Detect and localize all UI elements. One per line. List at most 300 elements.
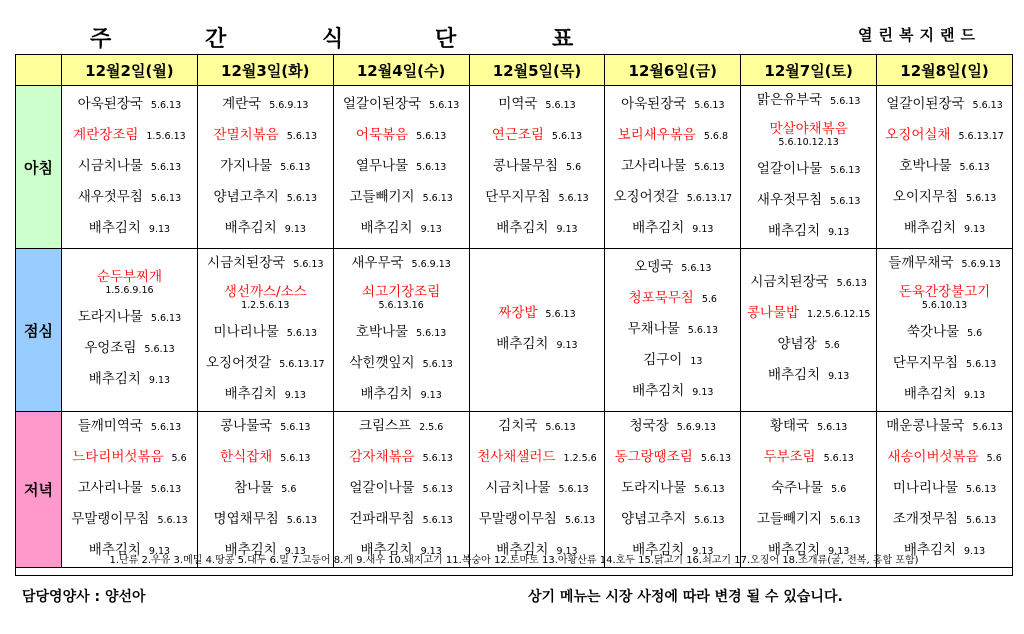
menu-item: [62, 443, 197, 474]
menu-cell: [605, 412, 741, 568]
menu-item: [334, 349, 469, 380]
menu-item: [198, 214, 333, 245]
allergen-codes: 5.6.13: [564, 515, 596, 526]
allergen-codes: 5.6: [281, 484, 297, 495]
dish-name: 시금치나물: [77, 157, 143, 174]
allergen-codes: 5.6: [824, 340, 840, 351]
menu-item: [877, 214, 1012, 245]
allergen-codes: 1.2.5.6: [563, 453, 597, 464]
day-header: 12월6일(금): [605, 55, 741, 86]
menu-item: [198, 474, 333, 505]
dish-name: 돈육간장불고기: [898, 284, 991, 300]
allergen-codes: 5.6.13: [416, 161, 447, 173]
menu-item: [62, 214, 197, 245]
menu-cell: [197, 249, 333, 412]
dish-name: 새우무국: [351, 255, 404, 271]
menu-item: [334, 443, 469, 474]
menu-item: [470, 214, 605, 245]
allergen-codes: 5.6.13: [558, 192, 589, 204]
allergen-codes: 5.6.9.13: [676, 422, 716, 433]
dish-name: 어묵볶음: [355, 126, 409, 143]
dish-name: 미나리나물: [892, 480, 959, 496]
menu-cell: [877, 412, 1013, 568]
menu-cell: [333, 412, 469, 568]
dish-name: 얼갈이나물: [349, 480, 415, 496]
allergen-codes: 5.6.13: [966, 515, 997, 526]
menu-item: [741, 330, 876, 361]
allergen-codes: 5.6.9.13: [269, 99, 309, 111]
menu-item: [877, 90, 1012, 121]
allergen-codes: 5.6.13: [694, 515, 725, 526]
allergen-codes: 5.6.13: [150, 192, 182, 204]
dish-name: 얼갈이된장국: [342, 95, 422, 112]
day-header: 12월7일(토): [741, 55, 877, 86]
allergen-codes: 5.6.13: [422, 192, 453, 204]
dish-name: 도라지나물: [77, 308, 143, 325]
menu-item: [877, 412, 1012, 443]
allergen-codes: 5.6.13: [422, 515, 453, 526]
allergen-codes: 5.6.13.17: [958, 130, 1004, 142]
dish-name: 배추김치: [224, 219, 277, 236]
title-char: 단: [435, 27, 457, 52]
menu-item: [605, 121, 740, 152]
dish-name: 청국장: [629, 418, 669, 434]
dish-name: 배추김치: [360, 386, 413, 402]
dietitian-label: 담당영양사 : 양선아: [22, 589, 146, 605]
menu-item: [605, 183, 740, 214]
dish-name: 배추김치: [88, 370, 141, 387]
allergen-codes: 5.6.13: [966, 192, 997, 204]
menu-cell: [605, 86, 741, 249]
dish-name: 황태국: [769, 418, 810, 434]
menu-cell: [62, 86, 198, 249]
dish-name: 조개젓무침: [892, 511, 959, 527]
menu-item: [62, 505, 197, 536]
menu-item: [741, 443, 876, 474]
allergen-codes: 5.6.13: [422, 453, 453, 464]
menu-item: [605, 214, 740, 245]
menu-item: [741, 505, 876, 536]
dish-name: 오뎅국: [634, 258, 674, 275]
menu-item: [198, 318, 333, 349]
meal-label: 아침: [16, 86, 62, 249]
dish-name: 배추김치: [903, 386, 957, 402]
dish-name: 콩나물국: [220, 418, 273, 434]
allergen-codes: 5.6.13: [144, 343, 175, 355]
dish-name: 명엽채무침: [213, 511, 279, 527]
allergen-codes: 5.6.13: [836, 278, 867, 289]
dish-name: 시금치된장국: [207, 255, 286, 271]
menu-item: [877, 505, 1012, 536]
menu-item: [62, 121, 197, 152]
allergen-codes: 5.6.9.13: [411, 259, 451, 270]
menu-table: [15, 54, 1013, 568]
allergen-codes: 5.6.13: [280, 453, 311, 464]
menu-cell: [877, 86, 1013, 249]
allergen-codes: 5.6.13: [694, 161, 725, 173]
dish-name: 배추김치: [360, 542, 413, 558]
header-row: [16, 55, 1013, 86]
allergen-codes: 9.13: [692, 386, 714, 398]
allergen-codes: 9.13: [692, 546, 714, 557]
allergen-codes: 5.6: [831, 484, 847, 495]
dish-name: 배추김치: [767, 367, 821, 383]
menu-item: [62, 90, 197, 121]
dish-name: 계란국: [222, 95, 262, 112]
allergen-codes: 9.13: [148, 374, 171, 386]
allergen-codes: 5.6.13: [280, 161, 311, 173]
dish-name: 미역국: [498, 95, 538, 112]
allergen-codes: 5.6.13: [966, 484, 997, 495]
menu-item: [741, 361, 876, 392]
menu-item: [741, 217, 876, 248]
dish-name: 매운콩나물국: [886, 418, 965, 434]
menu-item: [334, 505, 469, 536]
menu-item: [62, 152, 197, 183]
allergen-codes: 5.6.13: [157, 515, 188, 526]
allergen-codes: 5.6.9.13: [961, 259, 1001, 270]
menu-item: [334, 380, 469, 411]
menu-cell: [197, 412, 333, 568]
dish-name: 동그랑땡조림: [614, 449, 693, 465]
menu-item: [605, 315, 740, 346]
menu-item: [334, 412, 469, 443]
title-char: 주: [90, 27, 112, 52]
menu-item: [605, 412, 740, 443]
dish-name: 생선까스/소스: [223, 284, 307, 300]
allergen-codes: 5.6.13: [286, 130, 317, 142]
menu-item: [334, 183, 469, 214]
allergen-legend: 1.난류 2.우유 3.메밀 4.땅콩 5.대두 6.밀 7.고등어 8.게 9.새우 10.돼지고기 11.복숭아 12.토마토 13.아황산류 14.호두 15.닭고기 16.쇠고기 17.오징어 18.조개류(굴, 전복, 홍합 포함): [15, 546, 1013, 576]
menu-item: [62, 303, 197, 334]
dish-name: 배추김치: [496, 336, 549, 352]
menu-item: [62, 265, 197, 303]
allergen-codes: 5.6.13: [545, 309, 576, 320]
menu-item: [877, 249, 1012, 280]
menu-cell: [741, 86, 877, 249]
dish-name: 새우젓무침: [756, 192, 823, 208]
menu-item: [334, 152, 469, 183]
menu-item: [877, 349, 1012, 380]
dish-name: 연근조림: [491, 126, 544, 143]
allergen-codes: 5.6.13: [150, 161, 182, 173]
dish-name: 배추김치: [360, 219, 413, 236]
day-header: 12월4일(수): [333, 55, 469, 86]
menu-item: [877, 121, 1012, 152]
dish-name: 시금치나물: [485, 480, 551, 496]
menu-cell: [62, 412, 198, 568]
menu-cell: [333, 86, 469, 249]
menu-item: [470, 90, 605, 121]
dish-name: 얼갈이된장국: [886, 95, 965, 112]
dish-name: 오징어젓갈: [613, 188, 679, 205]
dish-name: 배추김치: [632, 382, 685, 399]
allergen-codes: 9.13: [420, 546, 442, 557]
title-char: 표: [552, 27, 574, 52]
dish-name: 양념고추지: [621, 511, 687, 527]
menu-item: [198, 412, 333, 443]
dish-name: 배추김치: [224, 542, 277, 558]
menu-item: [62, 334, 197, 365]
title-char: 간: [205, 27, 227, 52]
menu-cell: [605, 249, 741, 412]
menu-item: [605, 505, 740, 536]
allergen-codes: 5.6.8: [703, 130, 729, 142]
allergen-codes: 9.13: [284, 390, 306, 401]
dish-name: 배추김치: [496, 219, 549, 236]
menu-item: [198, 349, 333, 380]
dish-name: 잔멸치볶음: [213, 126, 279, 143]
dish-name: 배추김치: [903, 219, 957, 236]
dish-name: 오징어실채: [885, 126, 951, 143]
allergen-codes: 2.5.6: [419, 422, 444, 433]
allergen-codes: 1.2.5.6.12.15: [807, 309, 871, 320]
menu-item: [62, 183, 197, 214]
allergen-codes: 1.2.5.6.13: [241, 300, 290, 311]
menu-item: [605, 152, 740, 183]
meal-label: 저녁: [16, 412, 62, 568]
dish-name: 짜장밥: [498, 305, 538, 321]
dish-name: 느타리버섯볶음: [72, 449, 164, 465]
dish-name: 보리새우볶음: [617, 126, 696, 143]
allergen-codes: 5.6.13: [286, 192, 317, 204]
menu-item: [741, 117, 876, 155]
dish-name: 계란장조림: [73, 126, 139, 143]
allergen-codes: 5.6.13: [150, 484, 182, 495]
allergen-codes: 1.5.6.9.16: [105, 284, 154, 296]
meal-row: [16, 86, 1013, 249]
menu-item: [62, 412, 197, 443]
menu-item: [198, 443, 333, 474]
allergen-codes: 9.13: [828, 546, 850, 557]
menu-item: [334, 214, 469, 245]
allergen-codes: 5.6.13: [966, 359, 997, 370]
allergen-codes: 5.6.13: [293, 259, 324, 270]
dish-name: 배추김치: [224, 386, 277, 402]
allergen-codes: 5.6.13: [681, 262, 712, 274]
menu-item: [605, 284, 740, 315]
allergen-codes: 9.13: [964, 390, 986, 401]
organization-name: 열린복지랜드: [858, 26, 981, 44]
meal-label: 점심: [16, 249, 62, 412]
corner-cell: [16, 55, 62, 86]
dish-name: 아욱된장국: [77, 95, 143, 112]
menu-item: [741, 186, 876, 217]
allergen-codes: 9.13: [828, 371, 850, 382]
menu-item: [877, 474, 1012, 505]
menu-item: [605, 346, 740, 377]
menu-change-notice: 상기 메뉴는 시장 사정에 따라 변경 될 수 있습니다.: [528, 589, 843, 605]
allergen-codes: 5.6.13: [150, 99, 182, 111]
menu-item: [741, 474, 876, 505]
menu-item: [470, 152, 605, 183]
menu-item: [198, 249, 333, 280]
menu-item: [198, 280, 333, 318]
day-header: 12월2일(월): [62, 55, 198, 86]
allergen-codes: 5.6.13: [830, 196, 861, 207]
dish-name: 얼갈이나물: [756, 161, 823, 177]
allergen-codes: 5.6.13: [823, 453, 854, 464]
menu-item: [198, 505, 333, 536]
menu-item: [470, 474, 605, 505]
dish-name: 배추김치: [88, 219, 141, 236]
title-char: 식: [322, 27, 344, 52]
dish-name: 고들빼기지: [756, 511, 823, 527]
allergen-codes: 5.6.13: [422, 484, 453, 495]
menu-item: [334, 474, 469, 505]
dish-name: 맑은유부국: [756, 92, 823, 108]
menu-cell: [62, 249, 198, 412]
dish-name: 무말랭이무침: [478, 511, 557, 527]
menu-item: [62, 474, 197, 505]
allergen-codes: 5.6.13.17: [686, 192, 733, 204]
dish-name: 도라지나물: [621, 480, 687, 496]
allergen-codes: 13: [690, 355, 703, 367]
menu-item: [198, 380, 333, 411]
dish-name: 참나물: [234, 480, 274, 496]
dish-name: 순두부찌개: [96, 268, 163, 285]
allergen-codes: 5.6.13: [429, 99, 460, 111]
dish-name: 새송이버섯볶음: [887, 449, 979, 465]
allergen-codes: 9.13: [148, 223, 171, 235]
dish-name: 양념고추지: [213, 188, 279, 205]
allergen-codes: 5.6.13: [830, 165, 861, 176]
dish-name: 호박나물: [355, 324, 409, 340]
dish-name: 고사리나물: [621, 157, 687, 174]
menu-item: [470, 505, 605, 536]
dish-name: 건파래무침: [349, 511, 415, 527]
allergen-codes: 5.6.13: [687, 324, 718, 336]
allergen-codes: 9.13: [556, 223, 578, 235]
allergen-codes: 5.6.13.16: [378, 300, 424, 311]
dish-name: 숙주나물: [771, 480, 824, 496]
dish-name: 배추김치: [767, 223, 821, 239]
allergen-codes: 5.6: [171, 453, 187, 464]
dish-name: 호박나물: [899, 157, 952, 174]
dish-name: 삭힌깻잎지: [349, 355, 415, 371]
allergen-codes: 5.6.13: [150, 422, 182, 433]
dish-name: 쇠고기장조림: [361, 284, 441, 300]
allergen-codes: 9.13: [420, 390, 442, 401]
menu-item: [877, 380, 1012, 411]
dish-name: 쑥갓나물: [906, 324, 960, 340]
allergen-codes: 5.6.13: [694, 484, 725, 495]
menu-item: [470, 299, 605, 330]
day-header: 12월5일(목): [469, 55, 605, 86]
dish-name: 감자채볶음: [349, 449, 415, 465]
menu-item: [334, 249, 469, 280]
dish-name: 천사채샐러드: [477, 449, 556, 465]
menu-item: [741, 299, 876, 330]
dish-name: 콩나물밥: [746, 305, 799, 321]
menu-item: [470, 121, 605, 152]
menu-item: [470, 183, 605, 214]
dish-name: 단무지무침: [892, 355, 959, 371]
menu-item: [877, 152, 1012, 183]
allergen-codes: 5.6.13: [694, 99, 725, 111]
allergen-codes: 5.6.13: [551, 130, 583, 142]
menu-item: [877, 183, 1012, 214]
dish-name: 오징어젓갈: [205, 355, 272, 371]
allergen-codes: 5.6.13: [545, 422, 576, 433]
allergen-codes: 5.6.13: [286, 515, 317, 526]
allergen-codes: 5.6.13: [817, 422, 848, 433]
allergen-codes: 5.6.13: [416, 328, 447, 339]
allergen-codes: 5.6.13: [280, 422, 311, 433]
menu-cell: [197, 86, 333, 249]
dish-name: 한식잡채: [220, 449, 273, 465]
allergen-codes: 5.6.13: [972, 99, 1003, 111]
menu-cell: [333, 249, 469, 412]
menu-item: [470, 330, 605, 361]
allergen-codes: 5.6: [566, 161, 582, 173]
menu-item: [334, 90, 469, 121]
allergen-codes: 9.13: [284, 546, 306, 557]
allergen-codes: 5.6.10.12.13: [778, 137, 839, 148]
menu-item: [741, 86, 876, 117]
allergen-codes: 9.13: [964, 223, 986, 235]
dish-name: 무말랭이무침: [71, 511, 150, 527]
allergen-codes: 9.13: [828, 227, 850, 238]
allergen-codes: 9.13: [148, 546, 171, 557]
allergen-codes: 5.6: [701, 293, 717, 305]
menu-item: [605, 253, 740, 284]
dish-name: 양념장: [777, 336, 817, 352]
meal-row: [16, 412, 1013, 568]
allergen-codes: 5.6.13.17: [279, 359, 325, 370]
dish-name: 배추김치: [632, 219, 685, 236]
menu-item: [877, 443, 1012, 474]
page-title: [0, 22, 700, 52]
dish-name: 우엉조림: [84, 339, 137, 356]
dish-name: 크림스프: [358, 418, 412, 434]
dish-name: 단무지무침: [485, 188, 551, 205]
dish-name: 맛살야채볶음: [769, 121, 848, 137]
dish-name: 고들빼기지: [349, 188, 415, 205]
dish-name: 배추김치: [903, 542, 957, 558]
menu-item: [198, 152, 333, 183]
menu-item: [741, 155, 876, 186]
menu-item: [470, 412, 605, 443]
allergen-codes: 9.13: [284, 223, 306, 235]
menu-cell: [469, 249, 605, 412]
dish-name: 청포묵무침: [628, 289, 694, 306]
allergen-codes: 5.6.13: [700, 453, 732, 464]
allergen-codes: 9.13: [556, 546, 578, 557]
menu-cell: [469, 86, 605, 249]
dish-name: 김치국: [498, 418, 538, 434]
menu-item: [605, 474, 740, 505]
menu-cell: [877, 249, 1013, 412]
dish-name: 무채나물: [627, 320, 680, 337]
allergen-codes: 5.6.13: [830, 96, 861, 107]
menu-item: [62, 365, 197, 396]
menu-cell: [469, 412, 605, 568]
menu-item: [741, 268, 876, 299]
menu-item: [877, 318, 1012, 349]
menu-item: [198, 183, 333, 214]
allergen-codes: 9.13: [964, 546, 986, 557]
day-header: 12월3일(화): [197, 55, 333, 86]
dish-name: 배추김치: [496, 542, 549, 558]
allergen-codes: 5.6.13: [959, 161, 990, 173]
allergen-codes: 1.5.6.13: [146, 130, 186, 142]
dish-name: 새우젓무침: [77, 188, 143, 205]
dish-name: 시금치된장국: [750, 274, 829, 290]
allergen-codes: 5.6.13: [416, 130, 447, 142]
allergen-codes: 9.13: [556, 340, 578, 351]
allergen-codes: 9.13: [692, 223, 714, 235]
